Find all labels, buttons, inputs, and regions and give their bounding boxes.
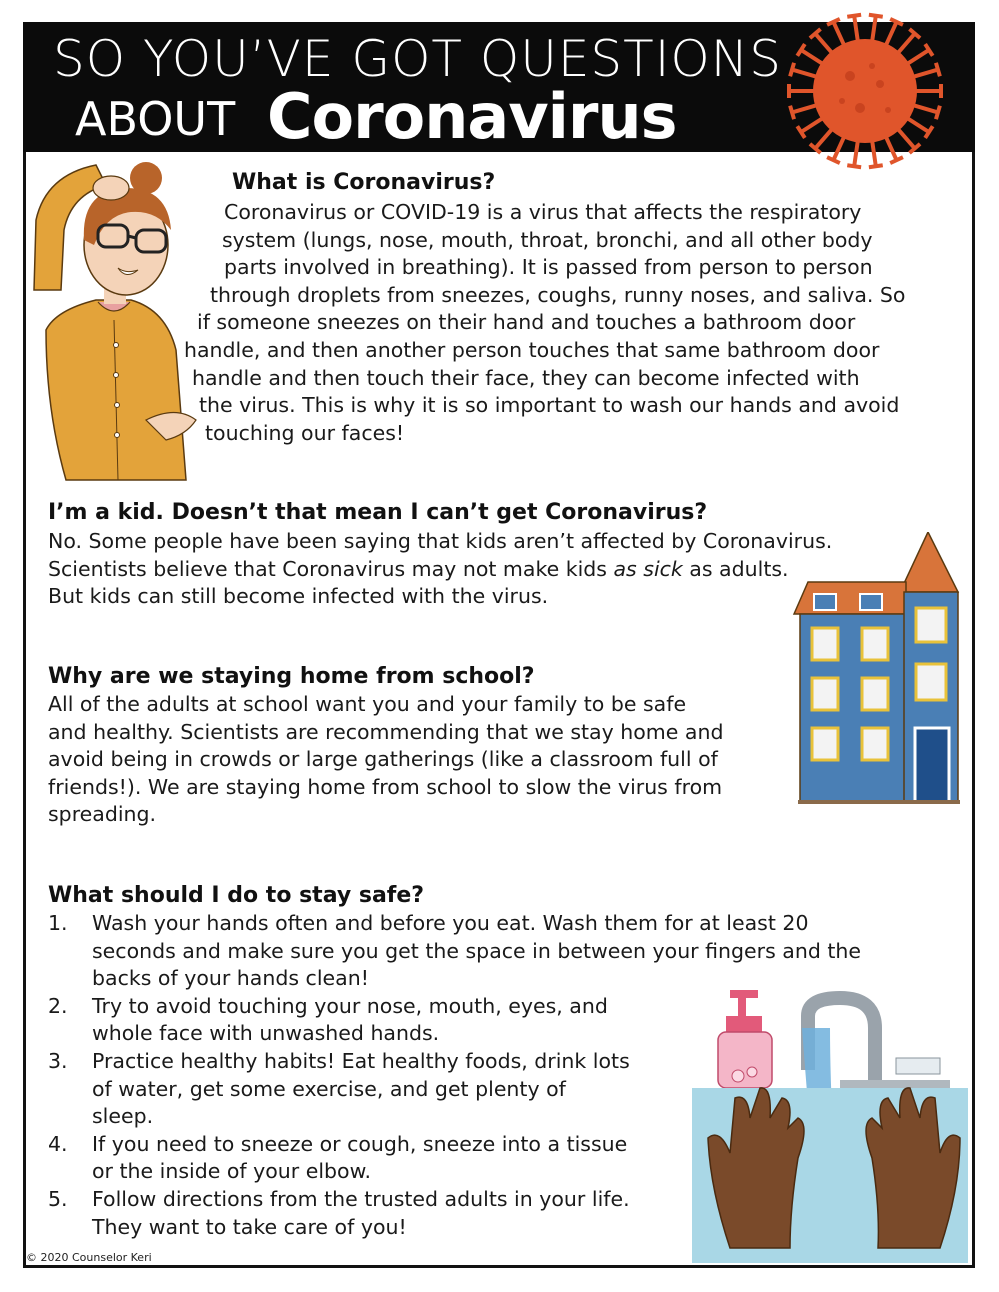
text-line: avoid being in crowds or large gatherings (like a classroom full of [48,747,718,772]
text-line: whole face with unwashed hands. [92,1021,440,1046]
paragraph-what-is-coronavirus [0,199,905,447]
text-line: and healthy. Scientists are recommending that we stay home and [48,719,724,744]
paragraph-kids-answer [48,528,832,611]
text-line: or the inside of your elbow. [92,1159,372,1184]
text-line: touching our faces! [205,420,405,445]
title-line-2-prefix: ABOUT [75,92,236,146]
text-line: backs of your hands clean! [92,966,369,991]
text-line: if someone sneezes on their hand and touches a bathroom door [197,310,856,335]
text-line: of water, get some exercise, and get plenty of [92,1076,566,1101]
copyright-text: © 2020 Counselor Keri [26,1251,152,1264]
text-line: Try to avoid touching your nose, mouth, eyes, and [92,993,608,1018]
text-line: Practice healthy habits! Eat healthy foods, drink lots [92,1048,630,1073]
heading-kids-question: I’m a kid. Doesn’t that mean I can’t get Coronavirus? [48,500,708,525]
text-line: If you need to sneeze or cough, sneeze into a tissue [92,1131,628,1156]
house-illustration [788,532,970,804]
text-line: Wash your hands often and before you eat. Wash them for at least 20 [92,911,809,935]
heading-stay-safe: What should I do to stay safe? [48,883,425,908]
list-item [48,910,861,993]
text-line: All of the adults at school want you and your family to be safe [48,692,687,716]
list-number: 3. [48,1048,68,1073]
title-line-1: SO YOU’VE GOT QUESTIONS [53,30,782,88]
text-line: system (lungs, nose, mouth, throat, bronchi, and all other body [222,227,873,252]
virus-icon [780,6,950,176]
heading-what-is-coronavirus: What is Coronavirus? [232,170,496,195]
list-number: 1. [48,911,68,935]
text-line: spreading. [48,802,157,827]
text-line: They want to take care of you! [92,1214,407,1239]
text-line: handle and then touch their face, they can become infected with [192,365,860,390]
text-line: through droplets from sneezes, coughs, runny noses, and saliva. So [210,282,906,307]
text-line: No. Some people have been saying that kids aren’t affected by Coronavirus. [48,529,833,553]
text-line: But kids can still become infected with the virus. [48,584,549,609]
paragraph-staying-home [48,691,723,829]
text-line: parts involved in breathing). It is passed from person to person [224,255,873,280]
handwashing-illustration [690,988,970,1263]
emphasis-as-sick: as sick [613,556,683,581]
text-line: handle, and then another person touches that same bathroom door [184,337,880,362]
text-line: sleep. [92,1104,154,1129]
heading-staying-home: Why are we staying home from school? [48,664,535,689]
text-line: friends!). We are staying home from school to slow the virus from [48,774,723,799]
list-number: 2. [48,993,68,1018]
text-line: Follow directions from the trusted adults in your life. [92,1186,630,1211]
list-number: 4. [48,1131,68,1156]
text-line: Scientists believe that Coronavirus may not make kids as sick as adults. [48,556,789,581]
text-line: Coronavirus or COVID-19 is a virus that affects the respiratory [224,200,862,224]
list-number: 5. [48,1186,68,1211]
title-coronavirus: Coronavirus [267,80,677,153]
text-line: seconds and make sure you get the space in between your fingers and the [92,938,862,963]
text-line: the virus. This is why it is so important to wash our hands and avoid [199,393,900,418]
